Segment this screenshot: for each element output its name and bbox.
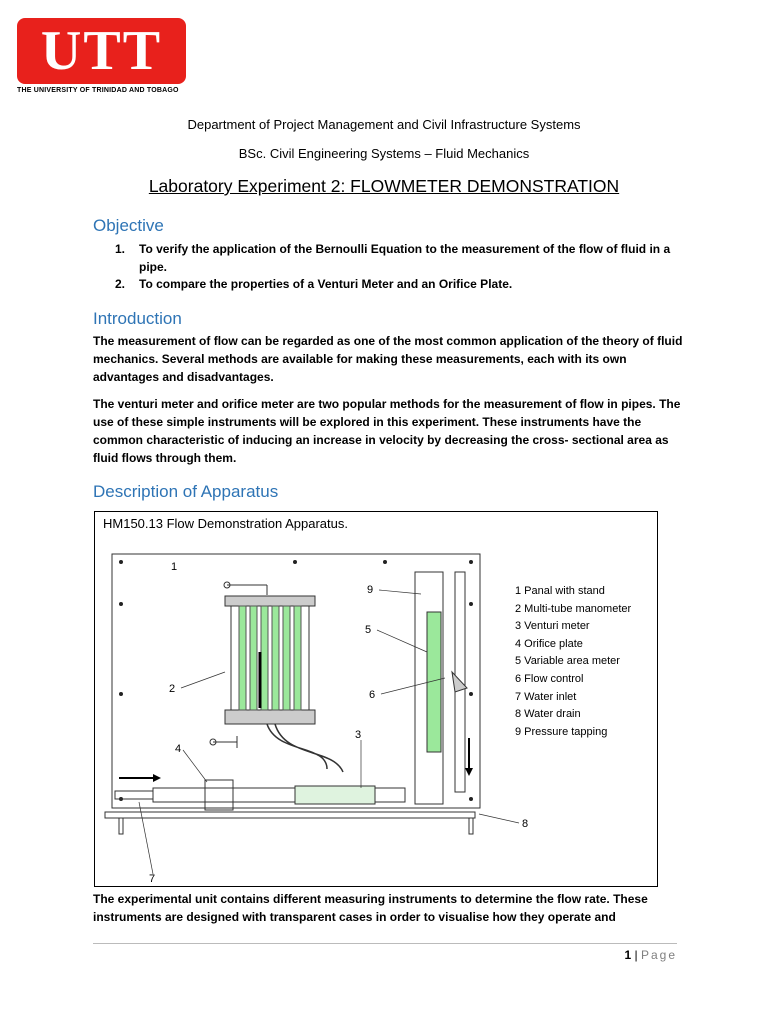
legend-item: 1 Panal with stand (515, 585, 605, 597)
apparatus-figure (94, 511, 658, 887)
apparatus-diagram (95, 512, 657, 886)
legend-item: 7 Water inlet (515, 691, 577, 703)
callout-9: 9 (367, 584, 374, 596)
department-line: Department of Project Management and Civil Infrastructure Systems (187, 117, 581, 132)
list-number: 1. (115, 242, 126, 256)
multi-tube-manometer (210, 582, 343, 772)
logo-text: UTT (40, 20, 163, 82)
callout-6: 6 (369, 689, 376, 701)
legend-item: 3 Venturi meter (515, 620, 590, 632)
introduction-heading: Introduction (93, 309, 182, 328)
stand-base (105, 812, 475, 818)
apparatus-paragraph: The experimental unit contains different measuring instruments to determine the flow rate. These instruments are designed with transparent cases in order to visualise how they operate and (93, 892, 648, 924)
apparatus-heading: Description of Apparatus (93, 482, 279, 501)
page-word: Page (640, 948, 677, 962)
list-text: To verify the application of the Bernoulli Equation to the measurement of the flow of fluid in a pipe. (139, 242, 671, 274)
legend-item: 6 Flow control (515, 673, 584, 685)
objective-item (93, 275, 683, 293)
callout-1: 1 (171, 561, 178, 573)
page-separator: | (631, 948, 641, 962)
legend-item: 9 Pressure tapping (515, 726, 608, 738)
callout-3: 3 (355, 729, 362, 741)
legend (515, 585, 631, 738)
document-title: Laboratory Experiment 2: FLOWMETER DEMONSTRATION (148, 176, 620, 196)
page-number: 1 (624, 948, 632, 962)
callout-2: 2 (169, 683, 176, 695)
legend-item: 5 Variable area meter (515, 655, 620, 667)
callout-7: 7 (149, 873, 156, 885)
utt-logo (17, 18, 186, 84)
objective-heading: Objective (93, 216, 164, 235)
legend-item: 8 Water drain (515, 708, 581, 720)
callout-8: 8 (522, 818, 529, 830)
legend-item: 2 Multi-tube manometer (515, 603, 632, 615)
list-number: 2. (115, 277, 126, 291)
intro-paragraph: The measurement of flow can be regarded as one of the most common application of the theory of fluid mechanics. Several methods are available for making these measurements, each with its own advantages and disadvantages. (93, 334, 683, 384)
intro-paragraph: The venturi meter and orifice meter are two popular methods for the measurement of flow in pipes. The use of these simple instruments will be explored in this experiment. These instruments have the common characteristic of inducing an increase in velocity by decreasing the cross- sectional area as fluid flows through them. (93, 397, 681, 465)
objective-item (93, 240, 683, 276)
logo-subtitle: THE UNIVERSITY OF TRINIDAD AND TOBAGO (17, 87, 179, 94)
figure-title: HM150.13 Flow Demonstration Apparatus. (103, 516, 348, 531)
callout-5: 5 (365, 624, 372, 636)
callout-4: 4 (175, 743, 182, 755)
course-line: BSc. Civil Engineering Systems – Fluid Mechanics (238, 146, 530, 161)
page-footer (560, 948, 677, 962)
list-text: To compare the properties of a Venturi Meter and an Orifice Plate. (139, 277, 513, 291)
legend-item: 4 Orifice plate (515, 638, 583, 650)
footer-divider (93, 943, 677, 944)
